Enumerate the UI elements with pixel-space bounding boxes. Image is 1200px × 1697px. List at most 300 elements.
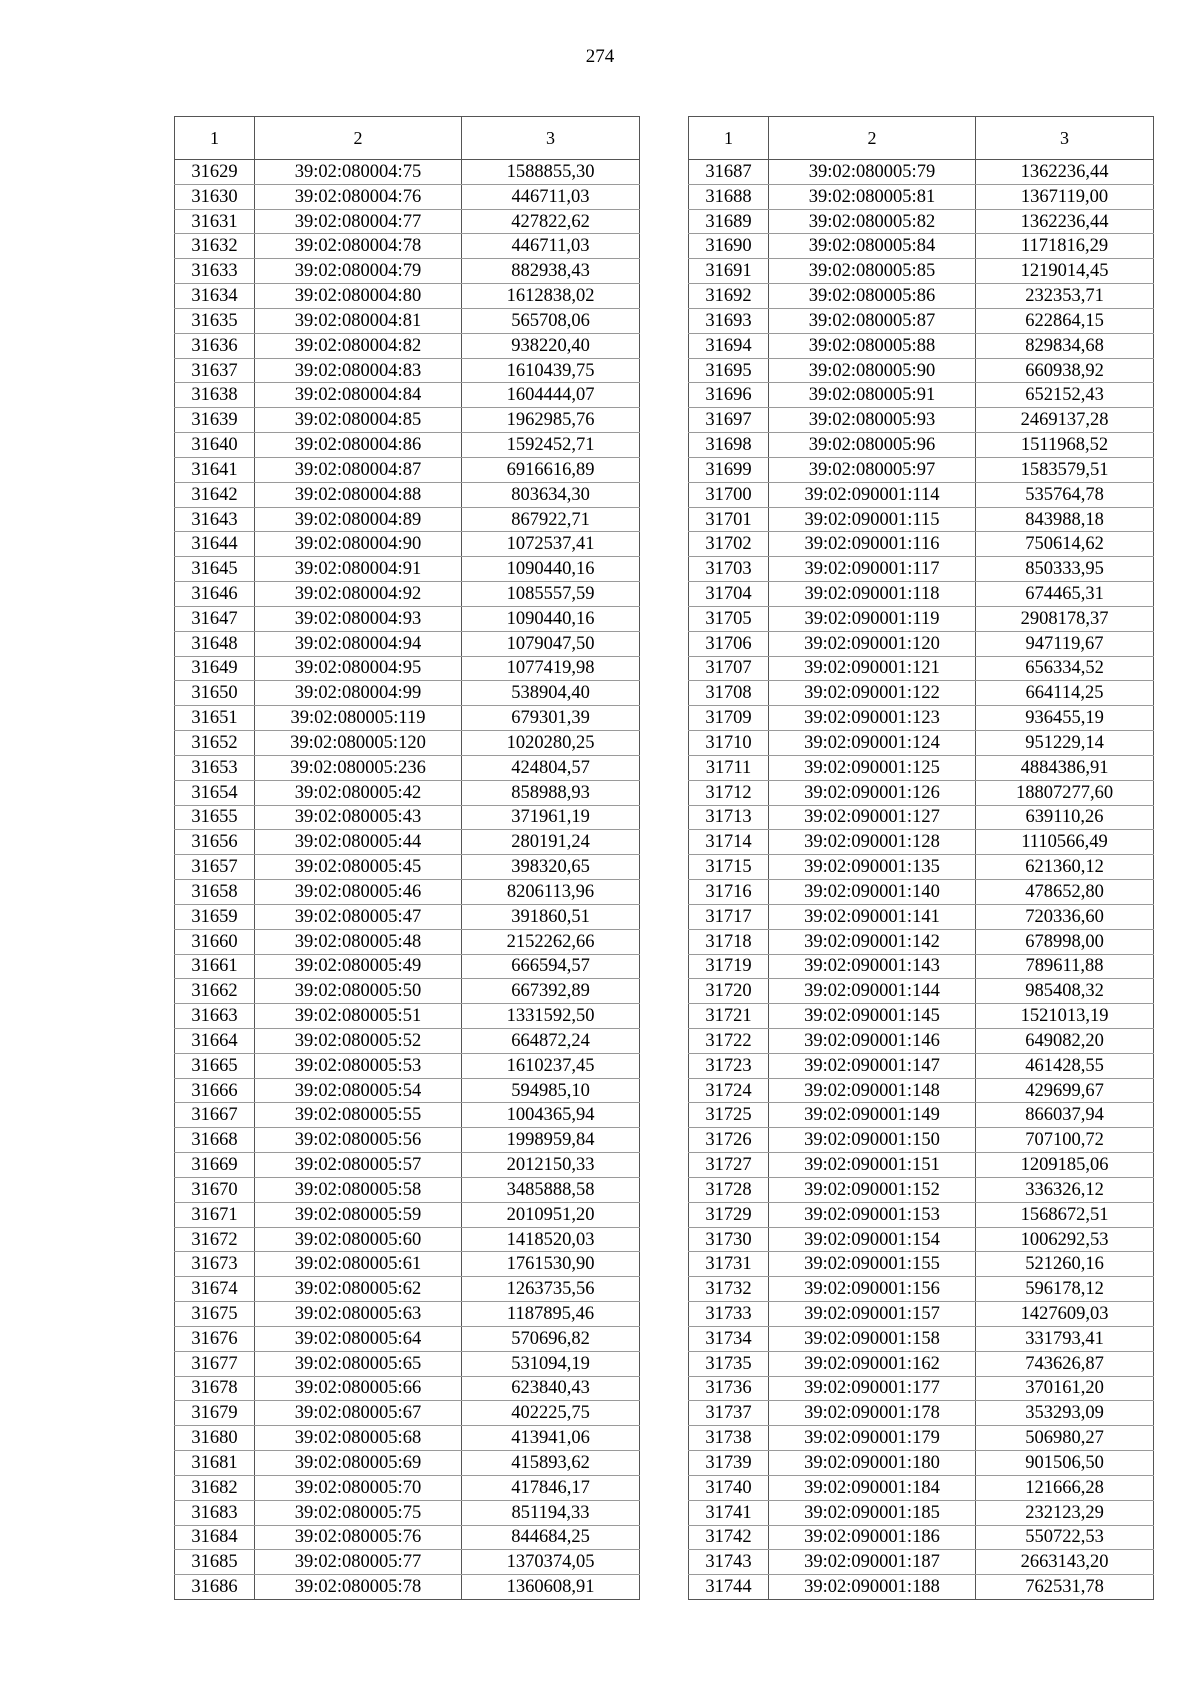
cadastral-number: 39:02:080004:80 xyxy=(255,284,462,309)
value: 2010951,20 xyxy=(462,1202,640,1227)
value: 446711,03 xyxy=(462,234,640,259)
table-row xyxy=(689,1053,1154,1078)
cadastral-number: 39:02:080005:44 xyxy=(255,830,462,855)
cadastral-number: 39:02:090001:128 xyxy=(769,830,976,855)
cadastral-number: 39:02:080004:94 xyxy=(255,631,462,656)
cadastral-number: 39:02:080005:53 xyxy=(255,1053,462,1078)
table-row xyxy=(175,209,640,234)
table-row xyxy=(175,383,640,408)
cadastral-number: 39:02:090001:178 xyxy=(769,1401,976,1426)
value: 844684,25 xyxy=(462,1525,640,1550)
table-row xyxy=(175,1500,640,1525)
cadastral-number: 39:02:080005:51 xyxy=(255,1004,462,1029)
value: 424804,57 xyxy=(462,755,640,780)
value: 6916616,89 xyxy=(462,457,640,482)
row-number: 31743 xyxy=(689,1550,769,1575)
value: 882938,43 xyxy=(462,259,640,284)
row-number: 31723 xyxy=(689,1053,769,1078)
cadastral-number: 39:02:080005:62 xyxy=(255,1277,462,1302)
table-row xyxy=(175,656,640,681)
cadastral-number: 39:02:080005:76 xyxy=(255,1525,462,1550)
row-number: 31662 xyxy=(175,979,255,1004)
row-number: 31706 xyxy=(689,631,769,656)
value: 121666,28 xyxy=(976,1475,1154,1500)
cadastral-number: 39:02:090001:143 xyxy=(769,954,976,979)
value: 720336,60 xyxy=(976,904,1154,929)
table-row xyxy=(689,1376,1154,1401)
cadastral-number: 39:02:080005:63 xyxy=(255,1302,462,1327)
row-number: 31669 xyxy=(175,1153,255,1178)
table-row xyxy=(175,1177,640,1202)
value: 936455,19 xyxy=(976,706,1154,731)
cadastral-number: 39:02:080004:84 xyxy=(255,383,462,408)
cadastral-number: 39:02:080004:79 xyxy=(255,259,462,284)
row-number: 31700 xyxy=(689,482,769,507)
row-number: 31635 xyxy=(175,308,255,333)
table-row xyxy=(175,1277,640,1302)
value: 664872,24 xyxy=(462,1028,640,1053)
row-number: 31645 xyxy=(175,557,255,582)
table-row xyxy=(689,780,1154,805)
value: 667392,89 xyxy=(462,979,640,1004)
table-row xyxy=(175,234,640,259)
value: 336326,12 xyxy=(976,1177,1154,1202)
table-row xyxy=(175,358,640,383)
row-number: 31701 xyxy=(689,507,769,532)
value: 649082,20 xyxy=(976,1028,1154,1053)
left-table-body xyxy=(175,160,640,1600)
header-col-2: 2 xyxy=(255,117,462,160)
cadastral-number: 39:02:080005:54 xyxy=(255,1078,462,1103)
table-row xyxy=(689,1103,1154,1128)
row-number: 31686 xyxy=(175,1575,255,1600)
cadastral-number: 39:02:080004:86 xyxy=(255,433,462,458)
table-row xyxy=(689,1575,1154,1600)
value: 858988,93 xyxy=(462,780,640,805)
value: 415893,62 xyxy=(462,1451,640,1476)
table-row xyxy=(175,1376,640,1401)
row-number: 31715 xyxy=(689,855,769,880)
cadastral-number: 39:02:080004:91 xyxy=(255,557,462,582)
row-number: 31703 xyxy=(689,557,769,582)
value: 1072537,41 xyxy=(462,532,640,557)
table-row xyxy=(175,532,640,557)
value: 679301,39 xyxy=(462,706,640,731)
cadastral-number: 39:02:080005:119 xyxy=(255,706,462,731)
row-number: 31648 xyxy=(175,631,255,656)
row-number: 31647 xyxy=(175,606,255,631)
value: 1604444,07 xyxy=(462,383,640,408)
table-row xyxy=(175,1078,640,1103)
table-row xyxy=(175,160,640,185)
table-row xyxy=(689,1277,1154,1302)
cadastral-number: 39:02:080005:52 xyxy=(255,1028,462,1053)
cadastral-number: 39:02:090001:177 xyxy=(769,1376,976,1401)
cadastral-number: 39:02:080005:56 xyxy=(255,1128,462,1153)
row-number: 31632 xyxy=(175,234,255,259)
row-number: 31640 xyxy=(175,433,255,458)
cadastral-number: 39:02:080004:85 xyxy=(255,408,462,433)
cadastral-number: 39:02:080005:97 xyxy=(769,457,976,482)
value: 1209185,06 xyxy=(976,1153,1154,1178)
value: 1171816,29 xyxy=(976,234,1154,259)
table-row xyxy=(175,408,640,433)
value: 1612838,02 xyxy=(462,284,640,309)
table-row xyxy=(689,1177,1154,1202)
row-number: 31646 xyxy=(175,582,255,607)
table-row xyxy=(175,979,640,1004)
value: 280191,24 xyxy=(462,830,640,855)
value: 1367119,00 xyxy=(976,184,1154,209)
cadastral-number: 39:02:080005:43 xyxy=(255,805,462,830)
value: 1020280,25 xyxy=(462,731,640,756)
table-row xyxy=(689,358,1154,383)
row-number: 31643 xyxy=(175,507,255,532)
row-number: 31699 xyxy=(689,457,769,482)
table-row xyxy=(175,284,640,309)
table-row xyxy=(175,681,640,706)
table-row xyxy=(175,582,640,607)
value: 985408,32 xyxy=(976,979,1154,1004)
cadastral-number: 39:02:090001:116 xyxy=(769,532,976,557)
table-row xyxy=(175,929,640,954)
cadastral-number: 39:02:090001:117 xyxy=(769,557,976,582)
value: 1610439,75 xyxy=(462,358,640,383)
value: 521260,16 xyxy=(976,1252,1154,1277)
table-row xyxy=(689,681,1154,706)
value: 803634,30 xyxy=(462,482,640,507)
cadastral-number: 39:02:080004:90 xyxy=(255,532,462,557)
table-row xyxy=(689,1028,1154,1053)
value: 850333,95 xyxy=(976,557,1154,582)
cadastral-number: 39:02:080005:79 xyxy=(769,160,976,185)
cadastral-number: 39:02:080005:49 xyxy=(255,954,462,979)
value: 1588855,30 xyxy=(462,160,640,185)
table-row xyxy=(175,482,640,507)
table-row xyxy=(175,1475,640,1500)
cadastral-number: 39:02:090001:156 xyxy=(769,1277,976,1302)
row-number: 31639 xyxy=(175,408,255,433)
table-row xyxy=(175,308,640,333)
table-row xyxy=(175,557,640,582)
cadastral-number: 39:02:080005:45 xyxy=(255,855,462,880)
value: 594985,10 xyxy=(462,1078,640,1103)
cadastral-number: 39:02:090001:144 xyxy=(769,979,976,1004)
value: 402225,75 xyxy=(462,1401,640,1426)
table-row xyxy=(689,830,1154,855)
value: 1090440,16 xyxy=(462,557,640,582)
value: 622864,15 xyxy=(976,308,1154,333)
table-row xyxy=(175,457,640,482)
row-number: 31644 xyxy=(175,532,255,557)
table-row xyxy=(175,1053,640,1078)
table-row xyxy=(689,1451,1154,1476)
row-number: 31744 xyxy=(689,1575,769,1600)
cadastral-number: 39:02:090001:187 xyxy=(769,1550,976,1575)
row-number: 31735 xyxy=(689,1351,769,1376)
header-col-3: 3 xyxy=(976,117,1154,160)
cadastral-number: 39:02:090001:126 xyxy=(769,780,976,805)
value: 1761530,90 xyxy=(462,1252,640,1277)
value: 3485888,58 xyxy=(462,1177,640,1202)
row-number: 31667 xyxy=(175,1103,255,1128)
value: 429699,67 xyxy=(976,1078,1154,1103)
value: 8206113,96 xyxy=(462,880,640,905)
left-table xyxy=(174,116,640,1600)
table-row xyxy=(689,1525,1154,1550)
row-number: 31734 xyxy=(689,1326,769,1351)
cadastral-number: 39:02:080004:87 xyxy=(255,457,462,482)
row-number: 31629 xyxy=(175,160,255,185)
table-row xyxy=(689,855,1154,880)
value: 750614,62 xyxy=(976,532,1154,557)
row-number: 31712 xyxy=(689,780,769,805)
table-row xyxy=(689,1426,1154,1451)
value: 1263735,56 xyxy=(462,1277,640,1302)
table-row xyxy=(689,1202,1154,1227)
cadastral-number: 39:02:090001:145 xyxy=(769,1004,976,1029)
value: 1187895,46 xyxy=(462,1302,640,1327)
cadastral-number: 39:02:080005:96 xyxy=(769,433,976,458)
table-row xyxy=(689,284,1154,309)
value: 674465,31 xyxy=(976,582,1154,607)
value: 596178,12 xyxy=(976,1277,1154,1302)
row-number: 31688 xyxy=(689,184,769,209)
table-row xyxy=(689,184,1154,209)
row-number: 31656 xyxy=(175,830,255,855)
row-number: 31694 xyxy=(689,333,769,358)
row-number: 31642 xyxy=(175,482,255,507)
cadastral-number: 39:02:080005:64 xyxy=(255,1326,462,1351)
row-number: 31680 xyxy=(175,1426,255,1451)
table-row xyxy=(175,780,640,805)
header-col-2: 2 xyxy=(769,117,976,160)
row-number: 31653 xyxy=(175,755,255,780)
row-number: 31652 xyxy=(175,731,255,756)
row-number: 31742 xyxy=(689,1525,769,1550)
cadastral-number: 39:02:080004:75 xyxy=(255,160,462,185)
table-row xyxy=(175,1575,640,1600)
cadastral-number: 39:02:080005:70 xyxy=(255,1475,462,1500)
value: 2908178,37 xyxy=(976,606,1154,631)
table-row xyxy=(689,755,1154,780)
value: 478652,80 xyxy=(976,880,1154,905)
table-row xyxy=(689,1302,1154,1327)
row-number: 31738 xyxy=(689,1426,769,1451)
row-number: 31661 xyxy=(175,954,255,979)
cadastral-number: 39:02:080004:95 xyxy=(255,656,462,681)
cadastral-number: 39:02:080005:50 xyxy=(255,979,462,1004)
table-row xyxy=(175,1227,640,1252)
value: 331793,41 xyxy=(976,1326,1154,1351)
row-number: 31717 xyxy=(689,904,769,929)
row-number: 31693 xyxy=(689,308,769,333)
row-number: 31638 xyxy=(175,383,255,408)
cadastral-number: 39:02:080005:58 xyxy=(255,1177,462,1202)
table-row xyxy=(175,830,640,855)
table-row xyxy=(689,706,1154,731)
value: 664114,25 xyxy=(976,681,1154,706)
row-number: 31739 xyxy=(689,1451,769,1476)
value: 2469137,28 xyxy=(976,408,1154,433)
cadastral-number: 39:02:090001:154 xyxy=(769,1227,976,1252)
cadastral-number: 39:02:090001:157 xyxy=(769,1302,976,1327)
value: 829834,68 xyxy=(976,333,1154,358)
value: 1331592,50 xyxy=(462,1004,640,1029)
row-number: 31713 xyxy=(689,805,769,830)
cadastral-number: 39:02:080004:88 xyxy=(255,482,462,507)
cadastral-number: 39:02:090001:135 xyxy=(769,855,976,880)
row-number: 31685 xyxy=(175,1550,255,1575)
value: 1090440,16 xyxy=(462,606,640,631)
row-number: 31740 xyxy=(689,1475,769,1500)
cadastral-number: 39:02:090001:124 xyxy=(769,731,976,756)
value: 391860,51 xyxy=(462,904,640,929)
cadastral-number: 39:02:090001:127 xyxy=(769,805,976,830)
table-row xyxy=(689,383,1154,408)
value: 843988,18 xyxy=(976,507,1154,532)
table-row xyxy=(175,1426,640,1451)
row-number: 31676 xyxy=(175,1326,255,1351)
cadastral-number: 39:02:090001:184 xyxy=(769,1475,976,1500)
value: 232123,29 xyxy=(976,1500,1154,1525)
table-row xyxy=(689,259,1154,284)
value: 901506,50 xyxy=(976,1451,1154,1476)
row-number: 31689 xyxy=(689,209,769,234)
row-number: 31664 xyxy=(175,1028,255,1053)
table-row xyxy=(689,606,1154,631)
row-number: 31732 xyxy=(689,1277,769,1302)
value: 506980,27 xyxy=(976,1426,1154,1451)
table-row xyxy=(689,1326,1154,1351)
value: 2152262,66 xyxy=(462,929,640,954)
table-row xyxy=(689,954,1154,979)
table-row xyxy=(689,1252,1154,1277)
value: 446711,03 xyxy=(462,184,640,209)
row-number: 31671 xyxy=(175,1202,255,1227)
table-row xyxy=(175,1028,640,1053)
header-row xyxy=(689,117,1154,160)
cadastral-number: 39:02:080004:89 xyxy=(255,507,462,532)
cadastral-number: 39:02:090001:185 xyxy=(769,1500,976,1525)
table-row xyxy=(175,855,640,880)
cadastral-number: 39:02:090001:155 xyxy=(769,1252,976,1277)
row-number: 31678 xyxy=(175,1376,255,1401)
value: 1610237,45 xyxy=(462,1053,640,1078)
row-number: 31660 xyxy=(175,929,255,954)
value: 398320,65 xyxy=(462,855,640,880)
table-row xyxy=(175,954,640,979)
cadastral-number: 39:02:090001:149 xyxy=(769,1103,976,1128)
value: 531094,19 xyxy=(462,1351,640,1376)
table-row xyxy=(689,1475,1154,1500)
row-number: 31687 xyxy=(689,160,769,185)
table-row xyxy=(689,1128,1154,1153)
row-number: 31705 xyxy=(689,606,769,631)
value: 851194,33 xyxy=(462,1500,640,1525)
row-number: 31725 xyxy=(689,1103,769,1128)
value: 639110,26 xyxy=(976,805,1154,830)
row-number: 31658 xyxy=(175,880,255,905)
cadastral-number: 39:02:090001:188 xyxy=(769,1575,976,1600)
row-number: 31707 xyxy=(689,656,769,681)
value: 1362236,44 xyxy=(976,209,1154,234)
table-row xyxy=(689,532,1154,557)
row-number: 31692 xyxy=(689,284,769,309)
value: 1004365,94 xyxy=(462,1103,640,1128)
value: 232353,71 xyxy=(976,284,1154,309)
table-row xyxy=(175,904,640,929)
cadastral-number: 39:02:080004:78 xyxy=(255,234,462,259)
table-row xyxy=(175,333,640,358)
value: 947119,67 xyxy=(976,631,1154,656)
cadastral-number: 39:02:080005:77 xyxy=(255,1550,462,1575)
value: 1583579,51 xyxy=(976,457,1154,482)
header-col-3: 3 xyxy=(462,117,640,160)
cadastral-number: 39:02:090001:150 xyxy=(769,1128,976,1153)
cadastral-number: 39:02:080005:84 xyxy=(769,234,976,259)
table-row xyxy=(689,160,1154,185)
value: 623840,43 xyxy=(462,1376,640,1401)
table-row xyxy=(175,1451,640,1476)
cadastral-number: 39:02:080005:55 xyxy=(255,1103,462,1128)
row-number: 31719 xyxy=(689,954,769,979)
row-number: 31675 xyxy=(175,1302,255,1327)
value: 652152,43 xyxy=(976,383,1154,408)
row-number: 31663 xyxy=(175,1004,255,1029)
row-number: 31724 xyxy=(689,1078,769,1103)
table-row xyxy=(689,656,1154,681)
row-number: 31679 xyxy=(175,1401,255,1426)
cadastral-number: 39:02:080005:59 xyxy=(255,1202,462,1227)
value: 538904,40 xyxy=(462,681,640,706)
row-number: 31633 xyxy=(175,259,255,284)
value: 1568672,51 xyxy=(976,1202,1154,1227)
row-number: 31654 xyxy=(175,780,255,805)
table-row xyxy=(175,1326,640,1351)
row-number: 31730 xyxy=(689,1227,769,1252)
table-row xyxy=(689,929,1154,954)
table-row xyxy=(689,209,1154,234)
cadastral-number: 39:02:090001:142 xyxy=(769,929,976,954)
table-row xyxy=(175,507,640,532)
header-row xyxy=(175,117,640,160)
header-col-1: 1 xyxy=(689,117,769,160)
value: 417846,17 xyxy=(462,1475,640,1500)
row-number: 31659 xyxy=(175,904,255,929)
cadastral-number: 39:02:080004:92 xyxy=(255,582,462,607)
table-row xyxy=(689,408,1154,433)
value: 535764,78 xyxy=(976,482,1154,507)
cadastral-number: 39:02:090001:153 xyxy=(769,1202,976,1227)
row-number: 31650 xyxy=(175,681,255,706)
cadastral-number: 39:02:080005:88 xyxy=(769,333,976,358)
cadastral-number: 39:02:090001:147 xyxy=(769,1053,976,1078)
row-number: 31736 xyxy=(689,1376,769,1401)
cadastral-number: 39:02:080005:82 xyxy=(769,209,976,234)
cadastral-number: 39:02:080005:90 xyxy=(769,358,976,383)
table-row xyxy=(689,731,1154,756)
table-row xyxy=(689,1401,1154,1426)
page-number: 274 xyxy=(585,46,615,67)
cadastral-number: 39:02:090001:123 xyxy=(769,706,976,731)
value: 550722,53 xyxy=(976,1525,1154,1550)
row-number: 31722 xyxy=(689,1028,769,1053)
row-number: 31728 xyxy=(689,1177,769,1202)
value: 621360,12 xyxy=(976,855,1154,880)
cadastral-number: 39:02:090001:158 xyxy=(769,1326,976,1351)
value: 1079047,50 xyxy=(462,631,640,656)
